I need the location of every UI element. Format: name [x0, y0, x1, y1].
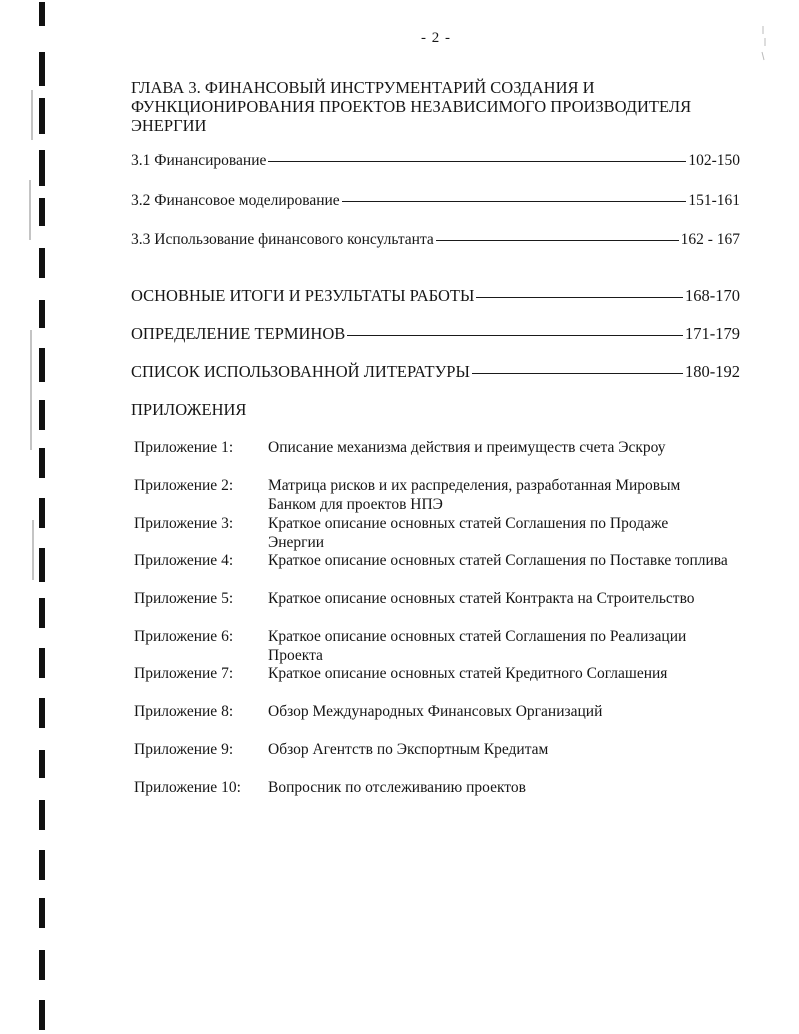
- binding-mark: [39, 548, 45, 582]
- binding-mark: [39, 850, 45, 880]
- toc-entry-pages: 102-150: [688, 152, 740, 169]
- appendix-label: Приложение 9:: [134, 741, 234, 758]
- appendix-text: Обзор Агентств по Экспортным Кредитам: [268, 741, 549, 758]
- binding-mark: [39, 400, 45, 430]
- binding-mark: [39, 750, 45, 778]
- binding-mark: [39, 348, 45, 382]
- toc-entry-title: 3.3 Использование финансового консультанта: [131, 231, 434, 248]
- binding-mark: [39, 2, 45, 26]
- toc-entry-pages: 180-192: [685, 362, 740, 381]
- toc-entry-pages: 162 - 167: [680, 231, 740, 248]
- binding-mark: [39, 98, 45, 134]
- appendices-heading: ПРИЛОЖЕНИЯ: [131, 400, 247, 419]
- toc-entry[interactable]: [131, 231, 740, 249]
- toc-entry-title: ОПРЕДЕЛЕНИЕ ТЕРМИНОВ: [131, 324, 346, 343]
- appendix-text: Матрица рисков и их распределения, разработанная Мировым Банком для проектов НПЭ: [268, 477, 681, 513]
- toc-entry-pages: 168-170: [685, 286, 740, 305]
- scan-specks: [755, 24, 775, 69]
- appendix-label: Приложение 4:: [134, 552, 234, 569]
- toc-leader: [347, 335, 683, 336]
- binding-mark: [39, 898, 45, 928]
- chapter-title: ГЛАВА 3. ФИНАНСОВЫЙ ИНСТРУМЕНТАРИЙ СОЗДАНИЯ И ФУНКЦИОНИРОВАНИЯ ПРОЕКТОВ НЕЗАВИСИМОГО ПРОИЗВОДИТЕЛЯ ЭНЕРГИИ: [131, 78, 692, 135]
- appendix-text: Краткое описание основных статей Соглашения по Продаже Энергии: [268, 515, 669, 551]
- appendix-text: Обзор Международных Финансовых Организаций: [268, 703, 603, 720]
- toc-entry[interactable]: [131, 152, 740, 170]
- appendix-text: Краткое описание основных статей Контракта на Строительство: [268, 590, 695, 607]
- binding-mark: [39, 448, 45, 478]
- binding-mark: [39, 150, 45, 186]
- binding-mark: [39, 498, 45, 528]
- appendix-label: Приложение 7:: [134, 665, 234, 682]
- appendix-text: Краткое описание основных статей Соглашения по Поставке топлива: [268, 552, 728, 569]
- toc-leader: [342, 201, 687, 202]
- page-number: - 2 -: [421, 30, 451, 46]
- toc-entry-title: СПИСОК ИСПОЛЬЗОВАННОЙ ЛИТЕРАТУРЫ: [131, 362, 470, 381]
- toc-leader: [436, 240, 679, 241]
- binding-mark: [39, 800, 45, 830]
- appendix-label: Приложение 6:: [134, 628, 234, 645]
- binding-mark: [39, 300, 45, 328]
- toc-entry[interactable]: [131, 362, 740, 382]
- toc-entry-pages: 151-161: [688, 192, 740, 209]
- toc-leader: [472, 373, 683, 374]
- binding-mark: [39, 598, 45, 628]
- toc-entry-title: 3.2 Финансовое моделирование: [131, 192, 340, 209]
- binding-mark: [39, 1000, 45, 1030]
- toc-entry-title: ОСНОВНЫЕ ИТОГИ И РЕЗУЛЬТАТЫ РАБОТЫ: [131, 286, 475, 305]
- appendix-label: Приложение 8:: [134, 703, 234, 720]
- toc-entry[interactable]: [131, 286, 740, 306]
- binding-mark: [39, 198, 45, 226]
- binding-mark: [39, 950, 45, 980]
- toc-leader: [268, 161, 686, 162]
- appendix-text: Вопросник по отслеживанию проектов: [268, 779, 526, 796]
- binding-mark: [39, 248, 45, 278]
- binding-mark: [39, 52, 45, 86]
- appendix-text: Краткое описание основных статей Соглашения по Реализации Проекта: [268, 628, 687, 664]
- toc-entry[interactable]: [131, 192, 740, 210]
- appendix-label: Приложение 10:: [134, 779, 241, 796]
- toc-entry-title: 3.1 Финансирование: [131, 152, 267, 169]
- toc-leader: [476, 297, 683, 298]
- appendix-text: Краткое описание основных статей Кредитного Соглашения: [268, 665, 668, 682]
- appendix-text: Описание механизма действия и преимуществ счета Эскроу: [268, 439, 666, 456]
- binding-mark: [39, 648, 45, 678]
- appendix-label: Приложение 5:: [134, 590, 234, 607]
- binding-hole-marks: [0, 0, 70, 1034]
- toc-entry[interactable]: [131, 324, 740, 344]
- toc-entry-pages: 171-179: [685, 324, 740, 343]
- binding-mark: [39, 698, 45, 728]
- appendix-label: Приложение 2:: [134, 477, 234, 494]
- appendix-label: Приложение 1:: [134, 439, 234, 456]
- appendix-label: Приложение 3:: [134, 515, 234, 532]
